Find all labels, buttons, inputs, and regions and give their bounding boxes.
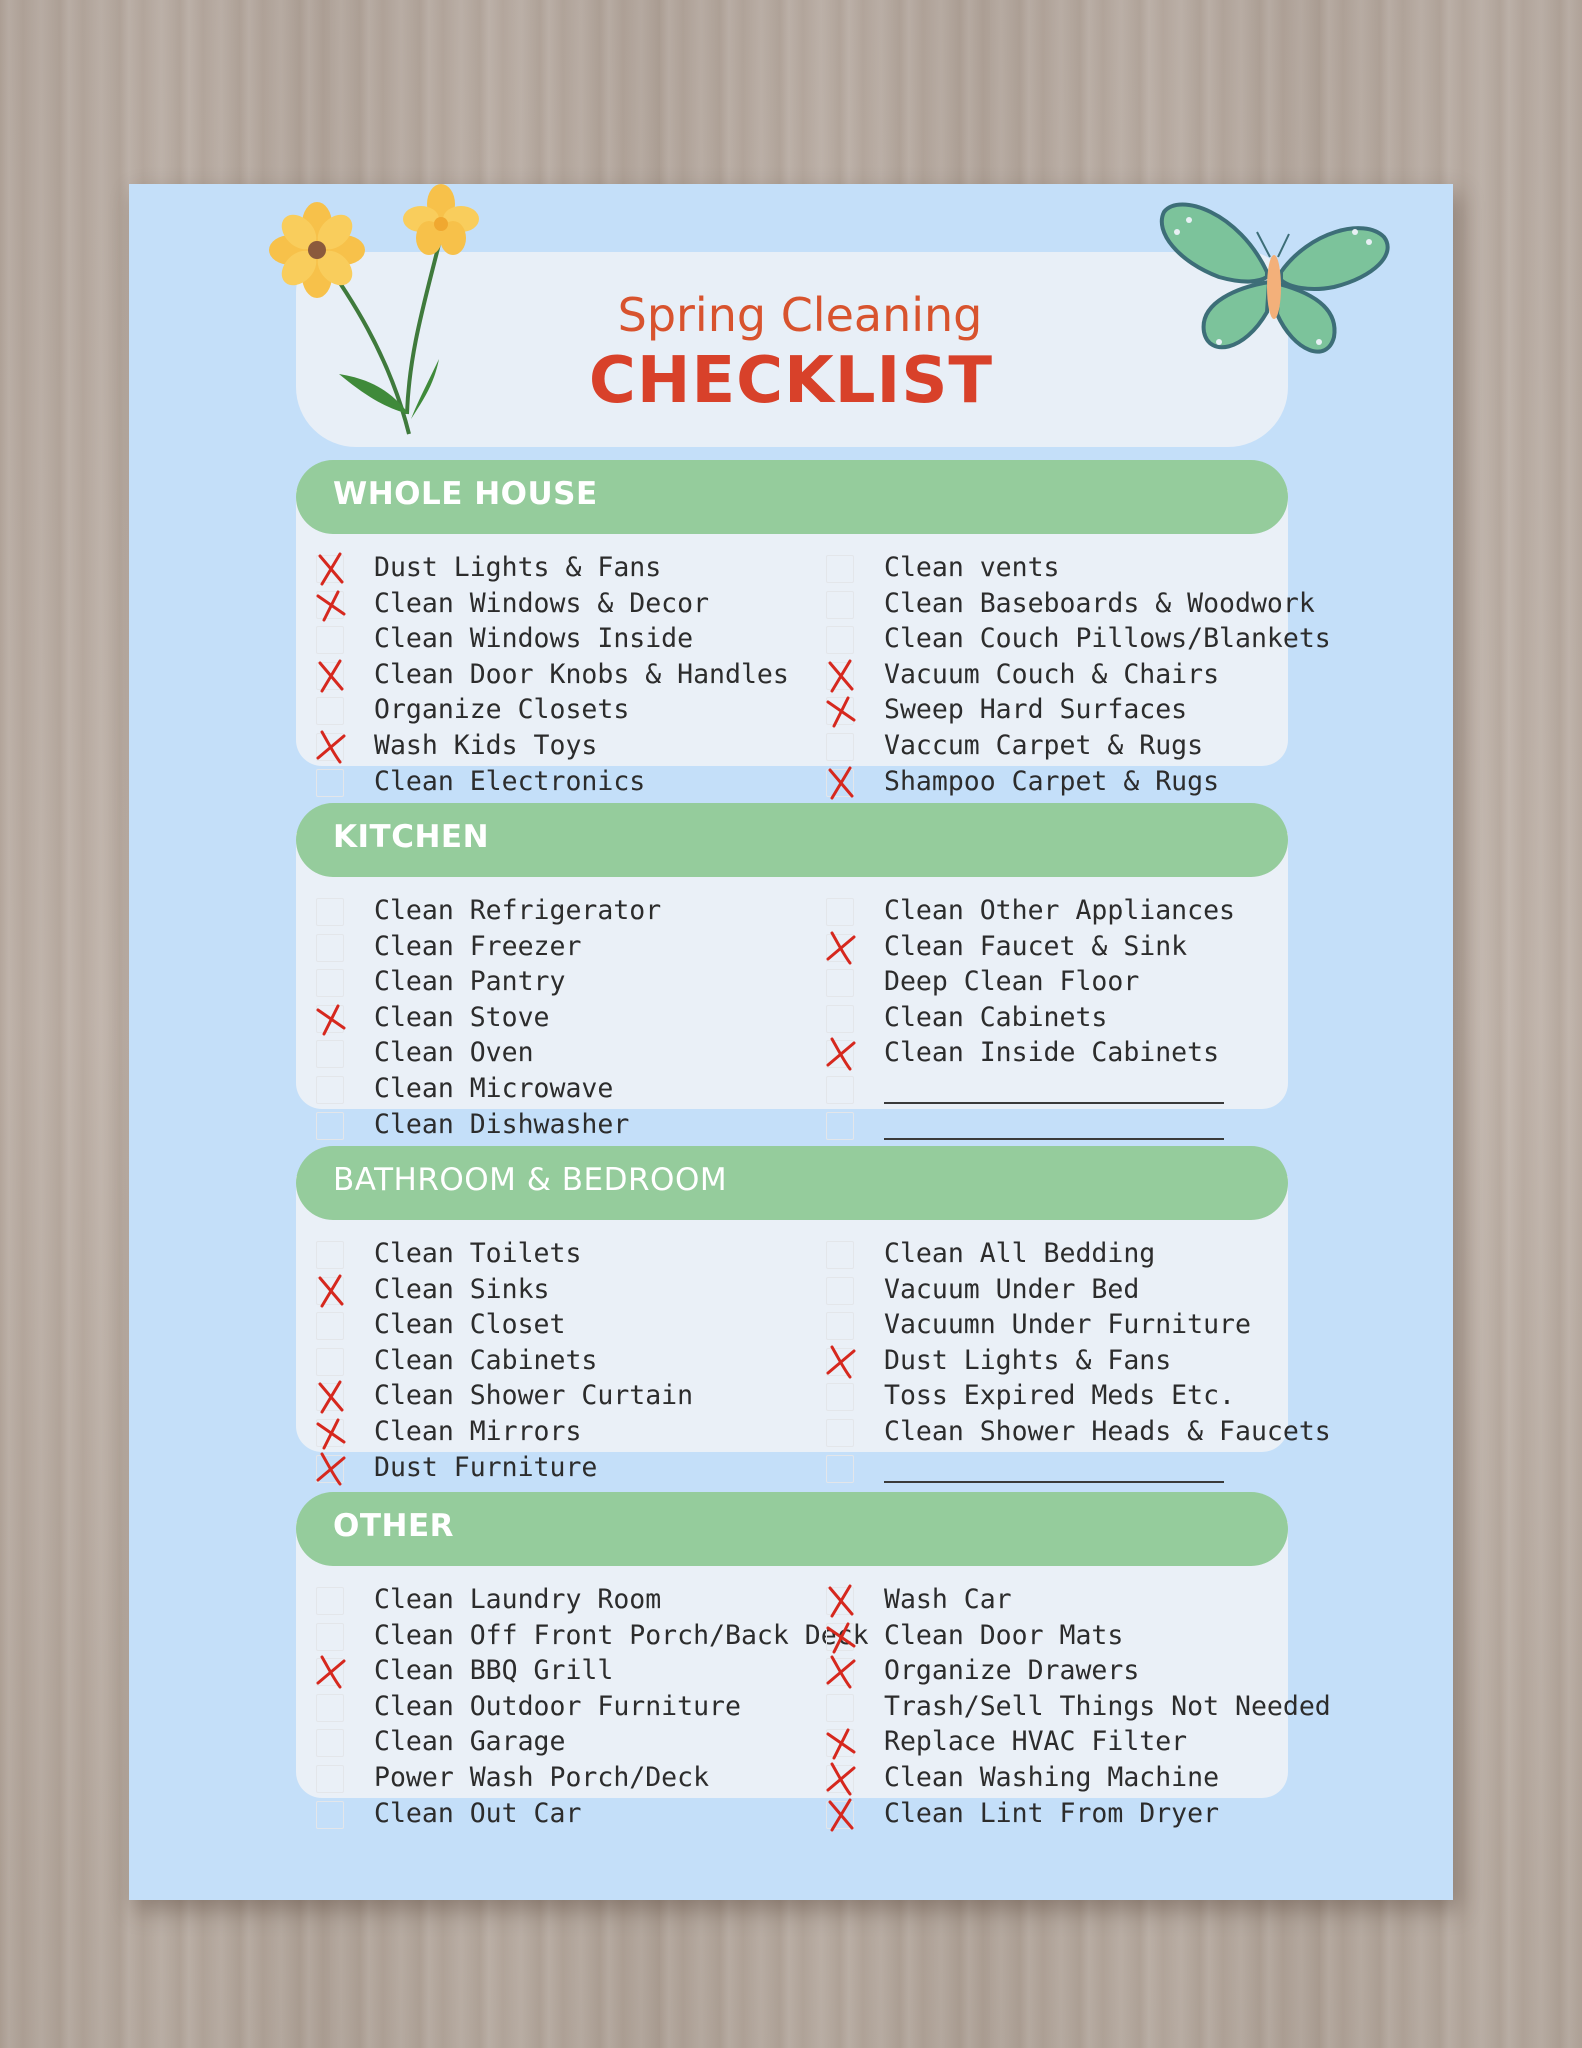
checkbox[interactable] — [316, 1112, 344, 1140]
checkbox[interactable] — [826, 1694, 854, 1722]
item-label: Clean Other Appliances — [884, 895, 1235, 926]
checkbox[interactable] — [316, 969, 344, 997]
item-label: Wash Kids Toys — [374, 729, 598, 761]
item-label: Clean Toilets — [374, 1238, 582, 1269]
item-label: Clean Refrigerator — [374, 895, 662, 926]
checkbox[interactable] — [316, 1005, 344, 1033]
checkbox[interactable] — [316, 769, 344, 797]
checkbox[interactable] — [316, 1729, 344, 1757]
checkbox[interactable] — [826, 1005, 854, 1033]
item-label: Vacuumn Under Furniture — [884, 1309, 1251, 1341]
checkbox[interactable] — [316, 1765, 344, 1793]
checkbox[interactable] — [316, 1383, 344, 1411]
blank-write-in-line[interactable] — [884, 1138, 1224, 1140]
section-title: BATHROOM & BEDROOM — [333, 1162, 728, 1198]
item-label: Trash/Sell Things Not Needed — [884, 1690, 1331, 1722]
checkbox[interactable] — [316, 697, 344, 725]
item-label: Dust Lights & Fans — [374, 552, 662, 583]
item-label: Clean Electronics — [374, 765, 646, 797]
item-label: Clean vents — [884, 552, 1060, 583]
checkbox[interactable] — [826, 1801, 854, 1829]
item-label: Clean Windows Inside — [374, 623, 694, 655]
item-label: Clean All Bedding — [884, 1238, 1156, 1269]
checkbox[interactable] — [826, 1658, 854, 1686]
checkbox[interactable] — [316, 1455, 344, 1483]
section-title: OTHER — [333, 1508, 454, 1544]
checkbox[interactable] — [316, 1587, 344, 1615]
checkbox[interactable] — [316, 626, 344, 654]
checkbox[interactable] — [826, 1623, 854, 1651]
checkbox[interactable] — [826, 898, 854, 926]
item-label: Clean Cabinets — [374, 1344, 598, 1376]
blank-write-in-line[interactable] — [884, 1481, 1224, 1483]
item-label: Clean Off Front Porch/Back Deck — [374, 1619, 869, 1651]
item-label: Clean Washing Machine — [884, 1761, 1220, 1793]
item-label: Clean Laundry Room — [374, 1584, 662, 1615]
checkbox[interactable] — [316, 1040, 344, 1068]
checkbox[interactable] — [826, 1729, 854, 1757]
item-label: Clean Lint From Dryer — [884, 1797, 1220, 1829]
item-label: Deep Clean Floor — [884, 966, 1140, 998]
section-header — [296, 1492, 1288, 1566]
checkbox[interactable] — [316, 898, 344, 926]
section-header — [296, 803, 1288, 877]
checklist-sheet — [129, 184, 1453, 1900]
checkbox[interactable] — [826, 591, 854, 619]
checkbox[interactable] — [826, 1587, 854, 1615]
item-label: Clean Inside Cabinets — [884, 1037, 1220, 1069]
checkbox[interactable] — [826, 1455, 854, 1483]
item-label: Vacuum Under Bed — [884, 1273, 1140, 1305]
item-label: Organize Drawers — [884, 1655, 1140, 1687]
item-label: Organize Closets — [374, 694, 630, 726]
checkbox[interactable] — [826, 626, 854, 654]
item-label: Clean Oven — [374, 1037, 534, 1069]
checkbox[interactable] — [826, 1348, 854, 1376]
item-label: Clean Mirrors — [374, 1415, 582, 1447]
item-label: Vacuum Couch & Chairs — [884, 658, 1220, 690]
item-label: Clean Garage — [374, 1726, 566, 1758]
section-whole-house — [296, 460, 1331, 797]
title-line-1: Spring Cleaning — [617, 288, 983, 342]
checkbox[interactable] — [826, 934, 854, 962]
section-title: WHOLE HOUSE — [333, 476, 598, 512]
item-label: Wash Car — [884, 1584, 1012, 1615]
section-kitchen — [296, 803, 1288, 1140]
item-label: Clean Closet — [374, 1309, 566, 1341]
checkbox[interactable] — [826, 1076, 854, 1104]
item-label: Clean Dishwasher — [374, 1108, 630, 1140]
section-other — [296, 1492, 1331, 1829]
checkbox[interactable] — [316, 1277, 344, 1305]
item-label: Clean Shower Heads & Faucets — [884, 1415, 1331, 1447]
checkbox[interactable] — [316, 1348, 344, 1376]
item-label: Toss Expired Meds Etc. — [884, 1380, 1235, 1412]
checkbox[interactable] — [316, 555, 344, 583]
item-label: Dust Furniture — [374, 1451, 598, 1483]
section-header — [296, 1146, 1288, 1220]
section-title: KITCHEN — [333, 819, 490, 855]
item-label: Clean BBQ Grill — [374, 1655, 614, 1687]
item-label: Clean Sinks — [374, 1273, 550, 1305]
item-label: Clean Microwave — [374, 1072, 614, 1104]
checkbox[interactable] — [316, 1694, 344, 1722]
checkbox[interactable] — [826, 555, 854, 583]
checkbox[interactable] — [826, 969, 854, 997]
checkbox[interactable] — [316, 1801, 344, 1829]
checkbox[interactable] — [316, 1623, 344, 1651]
checkbox[interactable] — [826, 769, 854, 797]
checkbox[interactable] — [826, 1277, 854, 1305]
item-label: Sweep Hard Surfaces — [884, 694, 1188, 726]
checkbox[interactable] — [826, 733, 854, 761]
blank-write-in-line[interactable] — [884, 1102, 1224, 1104]
checkbox[interactable] — [316, 1076, 344, 1104]
item-label: Clean Outdoor Furniture — [374, 1690, 741, 1722]
checkbox[interactable] — [316, 662, 344, 690]
checkbox[interactable] — [826, 1383, 854, 1411]
item-label: Clean Door Mats — [884, 1619, 1124, 1651]
checkbox[interactable] — [316, 1658, 344, 1686]
title-line-2: CHECKLIST — [588, 344, 994, 418]
checkbox[interactable] — [826, 697, 854, 725]
section-bathroom-bedroom — [296, 1146, 1331, 1483]
checkbox[interactable] — [826, 1765, 854, 1793]
checkbox[interactable] — [316, 1312, 344, 1340]
checkbox[interactable] — [316, 733, 344, 761]
item-label: Power Wash Porch/Deck — [374, 1761, 710, 1793]
checkbox[interactable] — [826, 662, 854, 690]
item-label: Clean Out Car — [374, 1797, 582, 1829]
section-header — [296, 460, 1288, 534]
item-label: Shampoo Carpet & Rugs — [884, 765, 1220, 797]
checkbox[interactable] — [316, 1419, 344, 1447]
item-label: Clean Cabinets — [884, 1001, 1108, 1033]
checkbox[interactable] — [316, 934, 344, 962]
checkbox[interactable] — [316, 591, 344, 619]
checkbox[interactable] — [826, 1312, 854, 1340]
item-label: Clean Stove — [374, 1001, 550, 1033]
checkbox[interactable] — [826, 1241, 854, 1269]
item-label: Clean Baseboards & Woodwork — [884, 587, 1315, 619]
item-label: Clean Pantry — [374, 966, 566, 998]
checkbox[interactable] — [826, 1112, 854, 1140]
item-label: Vaccum Carpet & Rugs — [884, 729, 1204, 761]
item-label: Clean Faucet & Sink — [884, 930, 1188, 962]
item-label: Clean Couch Pillows/Blankets — [884, 623, 1331, 655]
checkbox[interactable] — [826, 1419, 854, 1447]
item-label: Replace HVAC Filter — [884, 1726, 1188, 1758]
checkbox[interactable] — [826, 1040, 854, 1068]
item-label: Clean Freezer — [374, 930, 582, 962]
checkbox[interactable] — [316, 1241, 344, 1269]
item-label: Clean Shower Curtain — [374, 1380, 694, 1412]
item-label: Clean Windows & Decor — [374, 587, 710, 619]
item-label: Clean Door Knobs & Handles — [374, 658, 789, 690]
item-label: Dust Lights & Fans — [884, 1344, 1172, 1376]
